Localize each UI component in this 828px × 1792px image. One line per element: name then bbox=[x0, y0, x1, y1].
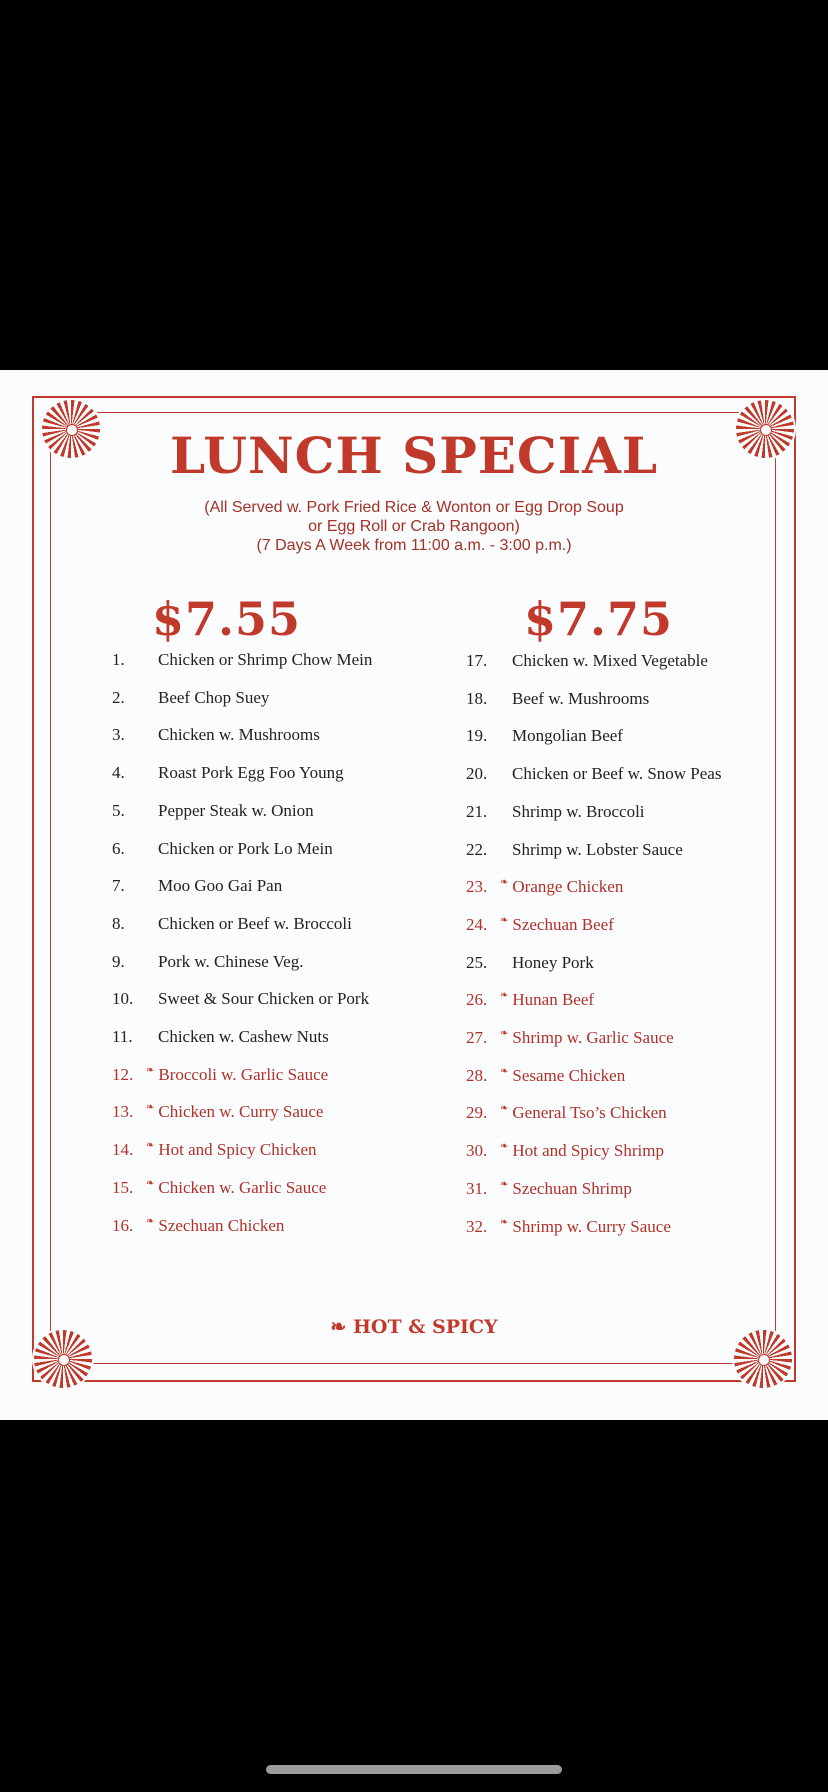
item-name: Chicken w. Mixed Vegetable bbox=[512, 651, 708, 670]
item-name: Szechuan Beef bbox=[512, 914, 614, 934]
pepper-icon: ❧ bbox=[330, 1316, 347, 1338]
item-number: 30. bbox=[466, 1141, 488, 1161]
item-name: Pork w. Chinese Veg. bbox=[158, 951, 304, 971]
pepper-icon: ❧ bbox=[500, 877, 509, 889]
menu-item bbox=[112, 648, 372, 672]
pepper-icon: ❧ bbox=[146, 1064, 155, 1076]
menu-item bbox=[112, 1176, 326, 1200]
item-name: Chicken or Pork Lo Mein bbox=[158, 838, 333, 858]
menu-item bbox=[466, 649, 708, 673]
rosette-ornament-icon bbox=[34, 1330, 92, 1388]
home-indicator[interactable] bbox=[266, 1765, 562, 1774]
item-name: Shrimp w. Curry Sauce bbox=[512, 1216, 671, 1236]
menu-item bbox=[466, 1177, 632, 1201]
item-number: 14. bbox=[112, 1140, 134, 1160]
menu-item bbox=[466, 1215, 671, 1239]
rosette-ornament-icon bbox=[734, 1330, 792, 1388]
menu-item bbox=[466, 1026, 674, 1050]
pepper-icon: ❧ bbox=[146, 1177, 155, 1189]
item-number: 21. bbox=[466, 801, 488, 821]
item-number: 7. bbox=[112, 876, 125, 896]
pepper-icon: ❧ bbox=[500, 990, 509, 1002]
menu-item bbox=[112, 761, 344, 785]
pepper-icon: ❧ bbox=[146, 1102, 155, 1114]
item-number: 27. bbox=[466, 1028, 488, 1047]
menu-item bbox=[466, 875, 623, 899]
menu-item bbox=[466, 762, 721, 786]
pepper-icon: ❧ bbox=[500, 1028, 509, 1039]
item-name: Orange Chicken bbox=[512, 877, 624, 897]
menu-item bbox=[112, 1025, 329, 1049]
menu-item bbox=[466, 1101, 667, 1125]
legend-label: HOT & SPICY bbox=[352, 1316, 498, 1338]
item-number: 17. bbox=[466, 651, 488, 670]
item-name: Chicken or Beef w. Broccoli bbox=[158, 913, 352, 933]
item-number: 23. bbox=[466, 877, 488, 897]
subtitle-line: (All Served w. Pork Fried Rice & Wonton or Egg Drop Soup bbox=[204, 499, 624, 516]
item-name: Chicken w. Cashew Nuts bbox=[158, 1027, 329, 1046]
item-name: Beef Chop Suey bbox=[158, 687, 270, 707]
menu-item bbox=[466, 687, 649, 711]
item-number: 16. bbox=[112, 1215, 134, 1235]
item-name: Shrimp w. Broccoli bbox=[512, 801, 645, 821]
menu-item bbox=[112, 1214, 284, 1238]
spicy-legend bbox=[0, 1316, 828, 1338]
menu-item bbox=[112, 950, 303, 974]
item-name: Hot and Spicy Shrimp bbox=[512, 1141, 664, 1161]
pepper-icon: ❧ bbox=[146, 1215, 155, 1227]
item-name: Chicken or Shrimp Chow Mein bbox=[158, 650, 373, 669]
item-name: Shrimp w. Garlic Sauce bbox=[512, 1028, 674, 1047]
item-number: 8. bbox=[112, 913, 125, 933]
menu-item bbox=[112, 686, 269, 710]
menu-item bbox=[112, 799, 314, 823]
menu-subtitle bbox=[0, 498, 828, 555]
pepper-icon: ❧ bbox=[500, 1103, 509, 1115]
item-number: 25. bbox=[466, 952, 488, 972]
menu-item bbox=[466, 1064, 625, 1088]
item-name: Chicken w. Garlic Sauce bbox=[158, 1177, 327, 1197]
menu-item bbox=[112, 723, 320, 747]
item-name: Honey Pork bbox=[512, 952, 594, 972]
pepper-icon: ❧ bbox=[500, 1216, 509, 1228]
menu-item bbox=[112, 874, 282, 898]
item-name: Chicken w. Mushrooms bbox=[158, 725, 320, 745]
item-number: 28. bbox=[466, 1065, 488, 1085]
item-number: 22. bbox=[466, 839, 488, 859]
item-name: Sesame Chicken bbox=[512, 1065, 626, 1085]
menu-page bbox=[0, 370, 828, 1420]
item-name: Szechuan Chicken bbox=[158, 1215, 285, 1235]
item-number: 13. bbox=[112, 1102, 134, 1122]
menu-item bbox=[112, 912, 352, 936]
item-number: 6. bbox=[112, 838, 125, 858]
menu-item bbox=[112, 1063, 328, 1087]
item-number: 11. bbox=[112, 1027, 133, 1046]
price-right: $7.75 bbox=[524, 592, 674, 646]
item-number: 5. bbox=[112, 800, 125, 820]
subtitle-line: or Egg Roll or Crab Rangoon) bbox=[308, 518, 520, 535]
pepper-icon: ❧ bbox=[146, 1140, 155, 1152]
menu-item bbox=[466, 1139, 664, 1163]
item-number: 3. bbox=[112, 725, 125, 745]
pepper-icon: ❧ bbox=[500, 1178, 509, 1190]
item-number: 20. bbox=[466, 764, 488, 784]
menu-item bbox=[466, 838, 683, 862]
item-number: 32. bbox=[466, 1216, 488, 1236]
item-name: Shrimp w. Lobster Sauce bbox=[512, 839, 683, 859]
pepper-icon: ❧ bbox=[500, 914, 509, 926]
pepper-icon: ❧ bbox=[500, 1141, 509, 1153]
item-name: Chicken or Beef w. Snow Peas bbox=[512, 764, 722, 784]
item-name: Roast Pork Egg Foo Young bbox=[158, 763, 344, 783]
item-name: Hunan Beef bbox=[512, 990, 595, 1010]
item-name: Chicken w. Curry Sauce bbox=[158, 1102, 324, 1122]
item-number: 24. bbox=[466, 914, 488, 934]
item-name: Moo Goo Gai Pan bbox=[158, 876, 283, 896]
item-number: 18. bbox=[466, 688, 488, 708]
item-number: 15. bbox=[112, 1177, 134, 1197]
menu-item bbox=[112, 1100, 323, 1124]
menu-item bbox=[112, 987, 369, 1011]
menu-item bbox=[466, 913, 614, 937]
menu-item bbox=[466, 988, 594, 1012]
item-number: 26. bbox=[466, 990, 488, 1010]
menu-item bbox=[466, 800, 645, 824]
menu-item bbox=[112, 1138, 317, 1162]
item-number: 31. bbox=[466, 1178, 488, 1198]
item-name: Broccoli w. Garlic Sauce bbox=[158, 1064, 329, 1084]
menu-item bbox=[112, 837, 333, 861]
item-number: 9. bbox=[112, 951, 125, 971]
item-name: Mongolian Beef bbox=[512, 726, 623, 746]
menu-item bbox=[466, 951, 594, 975]
item-name: Sweet & Sour Chicken or Pork bbox=[158, 989, 370, 1009]
subtitle-line: (7 Days A Week from 11:00 a.m. - 3:00 p.m.) bbox=[256, 537, 572, 554]
item-number: 19. bbox=[466, 726, 488, 746]
price-left: $7.55 bbox=[152, 592, 302, 646]
item-number: 10. bbox=[112, 989, 134, 1009]
item-number: 12. bbox=[112, 1064, 134, 1084]
item-number: 2. bbox=[112, 687, 125, 707]
item-number: 1. bbox=[112, 650, 125, 669]
menu-title: LUNCH SPECIAL bbox=[169, 426, 659, 485]
item-name: Beef w. Mushrooms bbox=[512, 688, 650, 708]
menu-item bbox=[466, 724, 623, 748]
item-name: Hot and Spicy Chicken bbox=[158, 1140, 317, 1160]
item-name: Szechuan Shrimp bbox=[512, 1178, 632, 1198]
item-number: 4. bbox=[112, 763, 125, 783]
pepper-icon: ❧ bbox=[500, 1065, 509, 1077]
item-number: 29. bbox=[466, 1103, 488, 1123]
item-name: General Tso’s Chicken bbox=[512, 1103, 667, 1123]
item-name: Pepper Steak w. Onion bbox=[158, 800, 314, 820]
